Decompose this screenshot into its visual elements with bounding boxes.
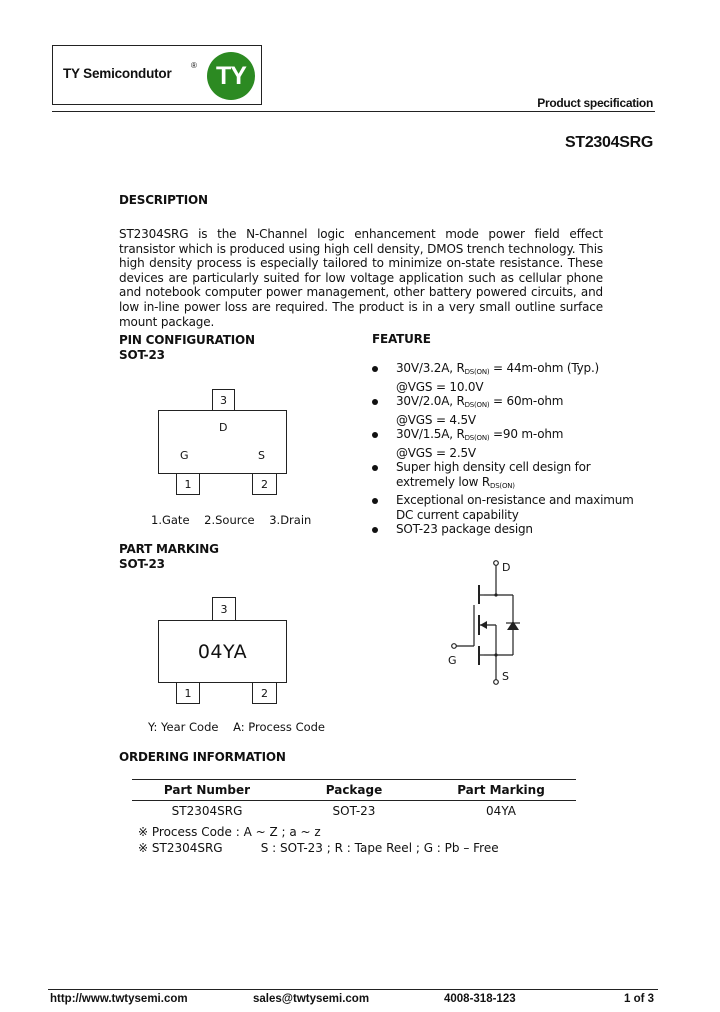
registered-mark: ® bbox=[191, 61, 197, 70]
part-title: ST2304SRG bbox=[564, 134, 653, 151]
marking-pin-1-label: 1 bbox=[184, 686, 192, 700]
pin-legend: 1.Gate 2.Source 3.Drain bbox=[151, 513, 312, 527]
footer-phone: 4008-318-123 bbox=[444, 993, 516, 1005]
marking-pin-2-box bbox=[252, 682, 277, 704]
company-logo-box bbox=[52, 45, 262, 105]
description-heading: DESCRIPTION bbox=[119, 193, 208, 207]
ordering-heading: ORDERING INFORMATION bbox=[119, 750, 286, 764]
feature-heading: FEATURE bbox=[372, 332, 431, 346]
feature-item: Super high density cell design for extremely low $R_{DS(ON)}$ bbox=[372, 460, 652, 493]
ordering-note-1: ※ Process Code : A ~ Z ; a ~ z bbox=[138, 825, 321, 839]
pin-2-label: 2 bbox=[261, 477, 268, 491]
part-marking-heading: PART MARKING bbox=[119, 542, 219, 556]
table-row bbox=[132, 801, 576, 822]
feature-list bbox=[372, 361, 652, 537]
source-label: S bbox=[258, 449, 265, 462]
header-divider bbox=[52, 111, 655, 112]
feature-item: 30V/1.5A, $R_{DS(ON)} =90$ m-ohm @VGS = 2.5V bbox=[372, 427, 652, 460]
marking-pin-2-label: 2 bbox=[261, 686, 268, 700]
pin-config-package: SOT-23 bbox=[119, 348, 165, 362]
pin-2-box bbox=[252, 473, 277, 495]
table-header-row bbox=[132, 780, 576, 801]
marking-pin-1-box bbox=[176, 682, 200, 704]
doc-type: Product specification bbox=[537, 96, 653, 110]
schematic-source-label: S bbox=[502, 670, 509, 683]
col-part-number: Part Number bbox=[163, 783, 251, 797]
footer-website[interactable]: http://www.twtysemi.com bbox=[50, 993, 188, 1005]
ordering-table bbox=[132, 780, 576, 821]
cell-part-number: ST2304SRG bbox=[171, 804, 243, 818]
schematic-drain-label: D bbox=[502, 561, 511, 574]
marking-pin-3-label: 3 bbox=[220, 602, 228, 616]
cell-package: SOT-23 bbox=[332, 804, 376, 818]
marking-legend: Y: Year Code A: Process Code bbox=[148, 720, 326, 734]
feature-item: Exceptional on-resistance and maximum DC current capability bbox=[372, 493, 652, 522]
col-package: Package bbox=[325, 783, 383, 797]
description-text: ST2304SRG is the N-Channel logic enhancement mode power field effect transistor which is produced using high cell density, DMOS trench technology. This high density process is especially tailored to minimize on-state resistance. These devices are particularly suited for low voltage application such as cellular phone and notebook computer power management, other battery powered circuits, and low in-line power loss are required. The product is in a very small outline surface mount package. bbox=[119, 227, 603, 329]
marking-pin-3-box bbox=[212, 597, 236, 621]
logo-letters: TY bbox=[216, 61, 246, 90]
pin-1-box bbox=[176, 473, 200, 495]
marking-code: 04YA bbox=[197, 640, 248, 663]
footer-divider bbox=[48, 989, 658, 990]
ordering-note-2: ※ ST2304SRG S : SOT-23 ; R : Tape Reel ; G : Pb – Free bbox=[138, 841, 499, 855]
sot23-package-body bbox=[158, 410, 287, 474]
company-name: TY Semicondutor bbox=[63, 66, 172, 81]
drain-label: D bbox=[219, 421, 228, 434]
pin-3-box bbox=[212, 389, 235, 411]
footer-email[interactable]: sales@twtysemi.com bbox=[253, 993, 370, 1005]
feature-item: 30V/3.2A, $R_{DS(ON)} = 44m-ohm$ (Typ.) @VGS = 10.0V bbox=[372, 361, 652, 394]
pin-1-label: 1 bbox=[184, 477, 192, 491]
part-marking-package: SOT-23 bbox=[119, 557, 165, 571]
pin-3-label: 3 bbox=[220, 393, 227, 407]
col-part-marking: Part Marking bbox=[457, 783, 545, 797]
mosfet-schematic bbox=[440, 555, 540, 690]
cell-part-marking: 04YA bbox=[486, 804, 516, 818]
marking-package-body bbox=[158, 620, 287, 683]
gate-label: G bbox=[180, 449, 189, 462]
feature-item: 30V/2.0A, $R_{DS(ON)} = 60m-ohm$ @VGS = 4.5V bbox=[372, 394, 652, 427]
pin-config-heading: PIN CONFIGURATION bbox=[119, 333, 255, 347]
ty-logo-icon bbox=[207, 52, 255, 100]
feature-item: SOT-23 package design bbox=[372, 522, 652, 537]
schematic-gate-label: G bbox=[448, 654, 457, 667]
footer-page-number: 1 of 3 bbox=[624, 993, 655, 1005]
